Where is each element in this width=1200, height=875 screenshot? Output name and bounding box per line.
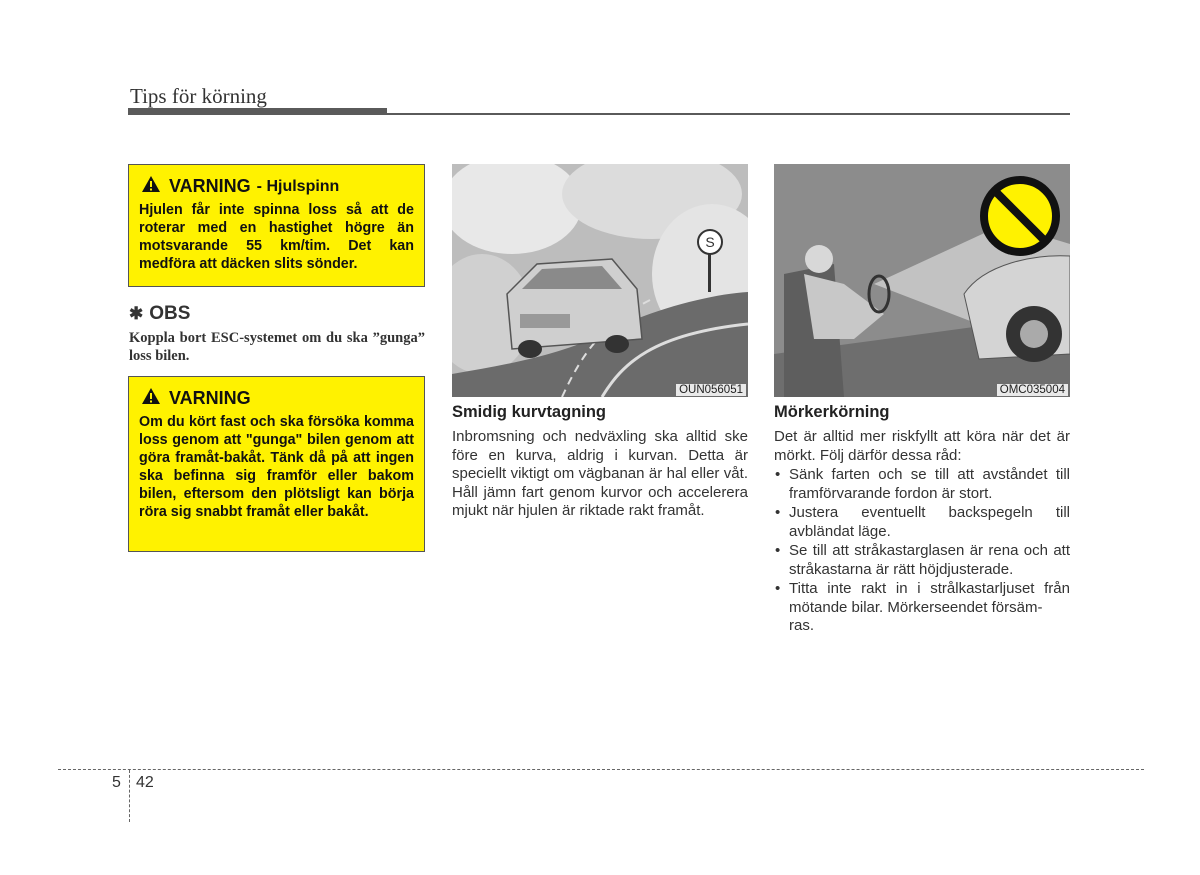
- list-item-text: Titta inte rakt in i strålkastarljuset från mötande bilar. Mörkerseendet försäm-: [789, 580, 1070, 616]
- car-shape: [507, 259, 642, 358]
- warning-box-rocking: [128, 376, 425, 552]
- obs-heading: [129, 303, 190, 325]
- curve-section-title: Smidig kurvtagning: [452, 403, 607, 421]
- night-driving-illustration: [774, 164, 1070, 397]
- figure-code: OMC035004: [997, 384, 1068, 396]
- curve-driving-illustration: [452, 164, 748, 397]
- header-rule-thick: [128, 108, 387, 115]
- footer-divider: [129, 770, 130, 822]
- warning-triangle-icon: [141, 387, 161, 410]
- warning-label: VARNING: [169, 176, 251, 196]
- page-header-title: Tips för körning: [130, 84, 267, 108]
- warning-heading: [139, 387, 414, 410]
- list-item-continuation: ras.: [789, 617, 815, 634]
- warning-label: VARNING: [169, 388, 251, 408]
- list-item: • Se till att stråkastarglasen är rena och att stråkastarna är rätt höjdjusterade.: [773, 542, 1070, 579]
- figure-curve-driving: [452, 164, 748, 397]
- night-tips-list: [773, 466, 1070, 637]
- list-item: [773, 580, 1070, 636]
- night-section-intro: Det är alltid mer riskfyllt att köra när det är mörkt. Följ därför dessa råd:: [774, 428, 1070, 464]
- header-rule-thin: [387, 113, 1070, 115]
- obs-text: Koppla bort ESC-systemet om du ska ”gunga” loss bilen.: [129, 330, 425, 364]
- figure-code: OUN056051: [676, 384, 746, 396]
- footer-rule: [58, 769, 1144, 770]
- obs-label: OBS: [149, 303, 191, 324]
- curve-section-text: Inbromsning och nedväxling ska alltid ske före en kurva, aldrig i kurvan. Detta är speciellt viktigt om vägbanan är hal eller våt. Håll jämn fart genom kurvor och accelerera mjukt när hjulen är riktade rakt framåt.: [452, 428, 748, 519]
- warning-subtitle: - Hjulspinn: [256, 177, 340, 195]
- prohibition-sign-icon: [984, 180, 1056, 252]
- figure-night-driving: [774, 164, 1070, 397]
- warning-triangle-icon: [141, 175, 161, 198]
- page-number: 42: [136, 774, 154, 791]
- warning-heading: [139, 175, 414, 198]
- chapter-number: 5: [112, 774, 121, 791]
- list-item: • Justera eventuellt backspegeln till avbländat läge.: [773, 504, 1070, 541]
- warning-text: Om du kört fast och ska försöka komma loss genom att "gunga" bilen genom att göra framåt-bakåt. Tänk då på att ingen ska befinna sig framför eller bakom bilen, eftersom den plötsligt kan börja röra sig snabbt framåt eller bakåt.: [139, 414, 414, 520]
- warning-text: Hjulen får inte spinna loss så att de roterar med en hastighet högre än motsvarande 55 km/tim. Det kan medföra att däcken slits sönder.: [139, 202, 414, 272]
- svg-text:S: S: [705, 234, 715, 250]
- asterisk-icon: ✱: [129, 304, 144, 323]
- night-section-title: Mörkerkörning: [774, 403, 890, 421]
- list-item: • Sänk farten och se till att avståndet till framförvarande fordon är stort.: [773, 466, 1070, 503]
- warning-box-wheelspin: [128, 164, 425, 287]
